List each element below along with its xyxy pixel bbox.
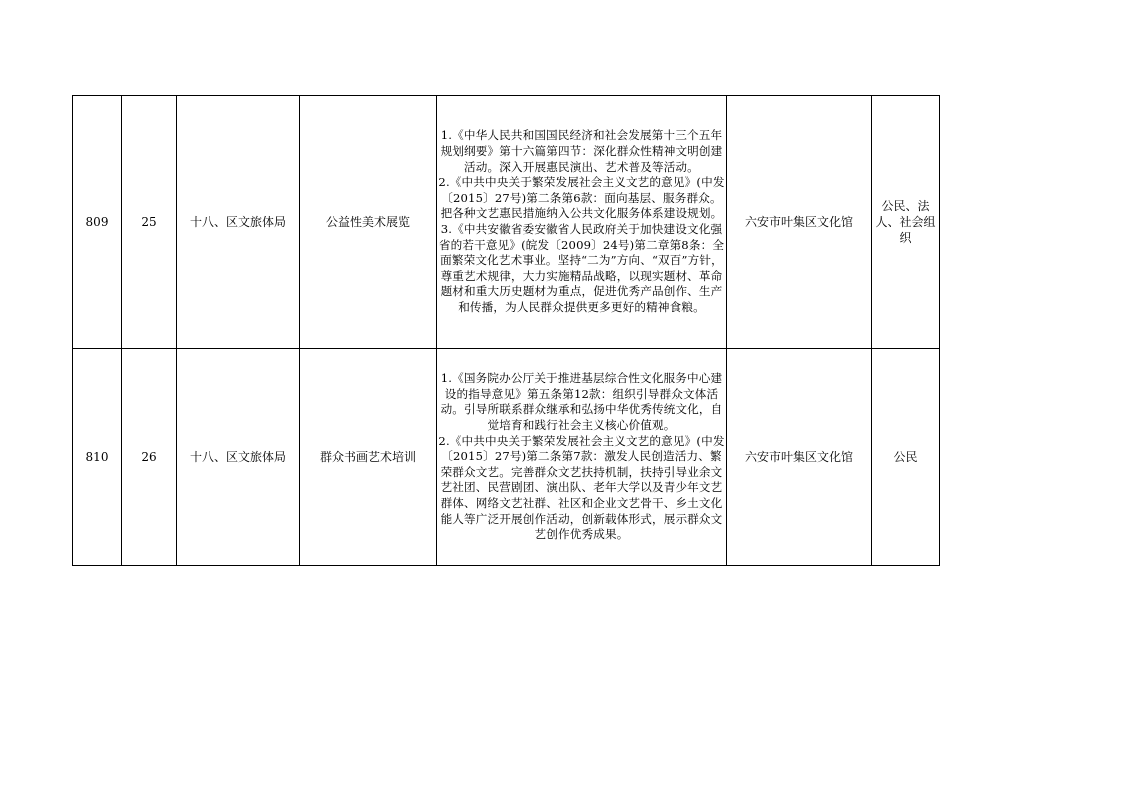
legal-basis-paragraph: 2.《中共中央关于繁荣发展社会主义文艺的意见》(中发〔2015〕27号)第二条第7款：激发人民创造活力、繁荣群众文艺。完善群众文艺扶持机制，扶持引导业余文艺社团、民营剧团、演出队、老年大学以及青少年文艺群体、网络文艺社群、社区和企业文艺骨干、乡土文化能人等广泛开展创作活动，创新载体形式，展示群众文艺创作优秀成果。 xyxy=(438,433,725,542)
service-target-cell: 公民 xyxy=(872,349,940,566)
department-cell: 十八、区文旅体局 xyxy=(177,96,300,349)
legal-basis-paragraph: 1.《国务院办公厅关于推进基层综合性文化服务中心建设的指导意见》第五条第12款：组织引导群众文体活动。引导所联系群众继承和弘扬中华优秀传统文化，自觉培育和践行社会主义核心价值观。 xyxy=(440,371,723,433)
service-list-table xyxy=(72,95,940,566)
serial-number-cell: 809 xyxy=(73,96,122,349)
legal-basis-paragraph: 2.《中共中央关于繁荣发展社会主义文艺的意见》(中发〔2015〕27号)第二条第6款：面向基层、服务群众。把各种文艺惠民措施纳入公共文化服务体系建设规划。 xyxy=(438,175,725,221)
provider-unit-cell: 六安市叶集区文化馆 xyxy=(727,96,872,349)
sub-number-cell: 25 xyxy=(122,96,177,349)
legal-basis-cell xyxy=(437,349,727,566)
serial-number-cell: 810 xyxy=(73,349,122,566)
sub-number-cell: 26 xyxy=(122,349,177,566)
service-item-cell: 群众书画艺术培训 xyxy=(300,349,437,566)
department-cell: 十八、区文旅体局 xyxy=(177,349,300,566)
legal-basis-paragraph: 1.《中华人民共和国国民经济和社会发展第十三个五年规划纲要》第十六篇第四节：深化群众性精神文明创建活动。深入开展惠民演出、艺术普及等活动。 xyxy=(440,128,723,174)
table-row xyxy=(73,349,940,566)
service-item-cell: 公益性美术展览 xyxy=(300,96,437,349)
legal-basis-paragraph: 3.《中共安徽省委安徽省人民政府关于加快建设文化强省的若干意见》(皖发〔2009〕24号)第二章第8条：全面繁荣文化艺术事业。坚持“二为”方向、“双百”方针，尊重艺术规律，大力实施精品战略，以现实题材、革命题材和重大历史题材为重点，促进优秀产品创作、生产和传播，为人民群众提供更多更好的精神食粮。 xyxy=(438,222,725,314)
provider-unit-cell: 六安市叶集区文化馆 xyxy=(727,349,872,566)
table-row xyxy=(73,96,940,349)
service-target-cell: 公民、法人、社会组织 xyxy=(872,96,940,349)
legal-basis-cell xyxy=(437,96,727,349)
